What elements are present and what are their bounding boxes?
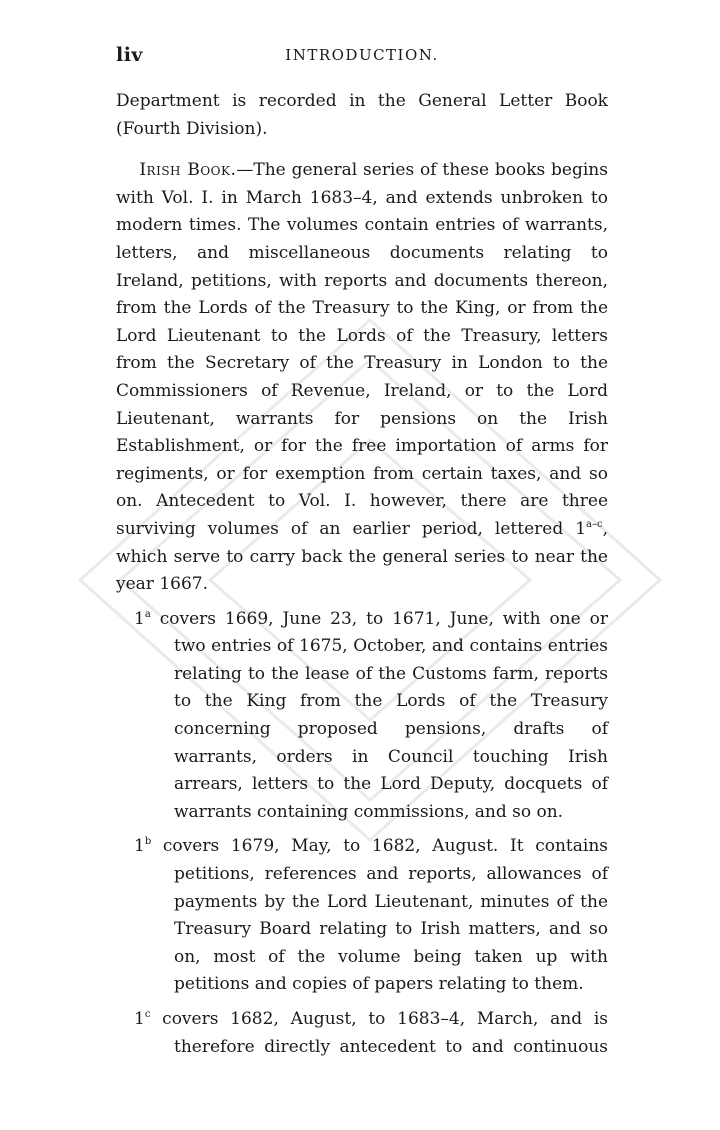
item-number: 1 (134, 608, 145, 629)
paragraph-continuation: Department is recorded in the General Letter Book (Fourth Division). (116, 91, 608, 139)
paragraph-tail: , which serve to carry back the general series to near the year 1667. (116, 518, 608, 595)
page-body (116, 88, 608, 1061)
section-heading-irish-book: Irish Book. (139, 160, 237, 181)
item-text: covers 1682, August, to 1683–4, March, and is therefore directly antecedent to and continuous (150, 1009, 608, 1057)
paragraph-irish-book (116, 157, 608, 599)
item-number: 1 (134, 1009, 145, 1029)
item-text: covers 1669, June 23, to 1671, June, with one or two entries of 1675, October, and contains entries relating to the lease of the Customs farm, reports to the King from the Lords of the Treasury concerning proposed pensions, drafts of warrants, orders in Council touching Irish arrears, letters to the Lord Deputy, docquets of warrants containing commissions, and so on. (150, 608, 608, 822)
list-item-volume-1b (116, 833, 608, 999)
item-number: 1 (134, 836, 145, 857)
page-number: liv (116, 44, 143, 66)
list-item-volume-1a (116, 606, 608, 827)
paragraph-text: —The general series of these books begins with Vol. I. in March 1683–4, and extends unbroken to modern times. The volumes contain entries of warrants, letters, and miscellaneous documents relating to Ireland, petitions, with reports and documents thereon, from the Lords of the Treasury to the King, or from the Lord Lieutenant to the Lords of the Treasury, letters from the Secretary of the Treasury in London to the Commissioners of Revenue, Ireland, or to the Lord Lieutenant, warrants for pensions on the Irish Establishment, or for the free importation of arms for regiments, or for exemption from certain taxes, and so on. Antecedent to Vol. I. however, there are three surviving volumes of an earlier period, lettered 1 (116, 160, 608, 539)
item-text: covers 1679, May, to 1682, August. It contains petitions, references and reports, allowances of payments by the Lord Lieutenant, minutes of the Treasury Board relating to Irish matters, and so on, most of the volume being taken up with petitions and copies of papers relating to them. (151, 836, 608, 995)
item-superscript: a (144, 608, 151, 620)
page-header (116, 44, 608, 72)
superscript: a–c (586, 518, 603, 530)
item-superscript: c (144, 1009, 151, 1020)
running-head: INTRODUCTION. (285, 46, 439, 64)
list-item-volume-1c (116, 1006, 608, 1061)
item-superscript: b (144, 836, 152, 848)
